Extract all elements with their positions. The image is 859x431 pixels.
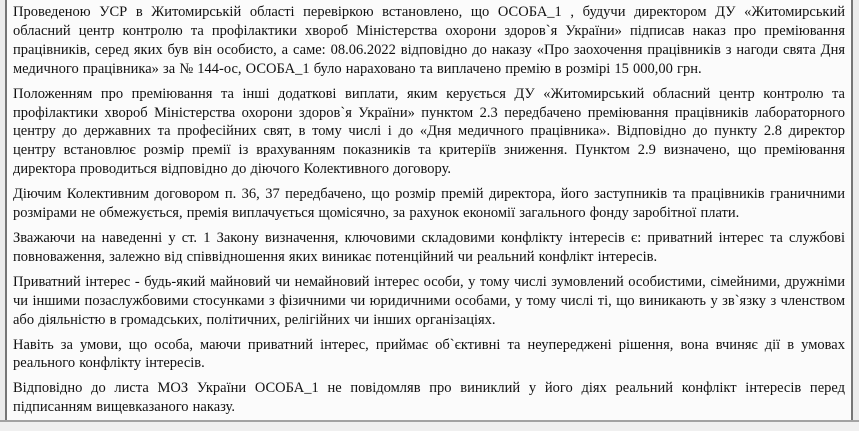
paragraph-law-definition: Зважаючи на наведенні у ст. 1 Закону визначення, ключовими складовими конфлікту інтересів є: приватний інтерес та службові повноваження, залежно від співвідношення яких виникає потенційний чи реальний конфлікт інтересів. xyxy=(13,229,845,265)
paragraph-inspection-finding: Проведеною УСР в Житомирській області перевіркою встановлено, що ОСОБА_1 , будучи директором ДУ «Житомирський обласний центр контролю та профілактики хвороб Міністерства охорони здоров`я України» підписав наказ про преміювання працівників, серед яких був він особисто, а саме: 08.06.2022 відповідно до наказу «Про заохочення працівників з нагоди свята Дня медичного працівника» за № 144-ос, ОСОБА_1 було нараховано та виплачено премію в розмірі 15 000,00 грн. xyxy=(13,4,845,77)
below-divider-area xyxy=(0,422,859,431)
paragraph-collective-agreement: Діючим Колективним договором п. 36, 37 передбачено, що розмір премій директора, його заступників та працівників граничними розмірами не обмежується, премія виплачується щомісячно, за рахунок економії загального фонду заробітної плати. xyxy=(13,186,845,222)
paragraph-real-conflict-note: Навіть за умови, що особа, маючи приватний інтерес, приймає об`єктивні та неупереджені рішення, вона вчиняє дії в умовах реального конфлікту інтересів. xyxy=(13,336,845,372)
paragraph-private-interest-definition: Приватний інтерес - будь-який майновий чи немайновий інтерес особи, у тому числі зумовлений особистими, сімейними, дружніми чи іншими позаслужбовими стосунками з фізичними чи юридичними особами, у тому числі ті, що виникають у зв`язку з членством або діяльністю в громадських, політичних, релігійних чи інших організаціях. xyxy=(13,273,845,328)
paragraph-bonus-regulation: Положенням про преміювання та інші додаткові виплати, яким керується ДУ «Житомирський обласний центр контролю та профілактики хвороб Міністерства охорони здоров`я України» пунктом 2.3 передбачено преміювання працівників лабораторного центру до державних та професійних свят, в тому числі і до «Дня медичного працівника». Відповідно до пункту 2.8 директор центру встановлює розмір премії із врахуванням показників та критеріїв зниження. Пунктом 2.9 визначено, що преміювання директора проводиться відповідно до діючого Колективного договору. xyxy=(13,85,845,178)
paragraph-moz-letter: Відповідно до листа МОЗ України ОСОБА_1 не повідомляв про виниклий у його діях реальний конфлікт інтересів перед підписанням вищевказаного наказу. xyxy=(13,380,845,416)
document-page xyxy=(5,0,853,420)
document-body xyxy=(13,3,845,417)
